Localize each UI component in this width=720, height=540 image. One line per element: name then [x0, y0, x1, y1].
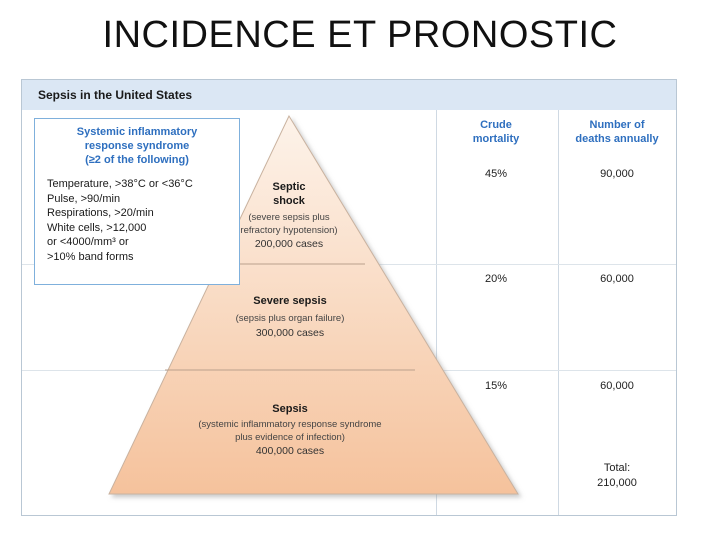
mortality-value: 15%	[484, 380, 508, 392]
tier-description: (systemic inflammatory response syndrome	[198, 419, 382, 430]
tier-name: Sepsis	[272, 403, 308, 415]
criterion-label: Pulse,	[47, 192, 78, 205]
deaths-column-header	[562, 118, 672, 146]
tier-cases: 200,000 cases	[254, 238, 324, 250]
tier-name: Severe sepsis	[253, 295, 327, 307]
criterion-value: >90/min	[77, 192, 121, 205]
total-label: Total:	[603, 462, 631, 474]
header-line: Crude	[480, 119, 512, 131]
deaths-value: 60,000	[600, 273, 634, 285]
header-line: deaths annually	[575, 133, 659, 145]
mortality-value: 20%	[484, 273, 508, 285]
tier-sepsis	[153, 402, 427, 458]
criterion-value: >38°C or <36°C	[111, 178, 193, 190]
sirs-criterion	[47, 206, 237, 221]
sirs-title	[35, 125, 239, 167]
criterion-value: >12,000	[103, 221, 147, 234]
criterion-value: >20/min	[111, 207, 154, 219]
criterion-label: Temperature,	[47, 178, 112, 190]
tier-description: (sepsis plus organ failure)	[235, 313, 345, 324]
total-deaths	[562, 461, 672, 491]
header-line: mortality	[472, 133, 520, 145]
criterion-label: White cells,	[47, 221, 104, 234]
sepsis-figure	[21, 79, 677, 516]
slide-title: INCIDENCE ET PRONOSTIC	[102, 14, 618, 56]
figure-title: Sepsis in the United States	[38, 88, 193, 102]
mortality-value: 45%	[484, 168, 508, 180]
header-line: Number of	[589, 119, 645, 131]
criterion-label: Respirations,	[47, 207, 112, 219]
deaths-value: 60,000	[600, 380, 634, 392]
sirs-criterion	[47, 192, 237, 207]
deaths-value: 90,000	[600, 168, 634, 180]
tier-cases: 400,000 cases	[255, 445, 325, 457]
sirs-criteria-box	[34, 118, 240, 285]
sirs-criterion	[47, 221, 237, 236]
sirs-title-line: response syndrome	[84, 140, 190, 152]
criterion-value: >10% band forms	[47, 250, 134, 263]
tier-septic-shock	[214, 180, 364, 251]
tier-description: plus evidence of infection)	[235, 431, 345, 443]
sirs-criterion	[47, 177, 237, 192]
tier-name: shock	[273, 195, 305, 207]
tier-cases: 300,000 cases	[255, 326, 325, 339]
tier-name: Septic	[272, 181, 306, 193]
criterion-value: or <4000/mm³ or	[47, 236, 129, 248]
sirs-criterion	[47, 250, 237, 265]
sirs-criteria-list	[47, 177, 237, 264]
total-value: 210,000	[597, 477, 637, 489]
sirs-title-line: (≥2 of the following)	[85, 154, 189, 166]
tier-severe-sepsis	[190, 294, 390, 340]
tier-description: (severe sepsis plus	[248, 212, 330, 223]
mortality-column-header	[446, 118, 546, 146]
tier-description: refractory hypotension)	[240, 224, 338, 236]
sirs-criterion	[47, 235, 237, 250]
sirs-title-line: Systemic inflammatory	[76, 126, 198, 138]
